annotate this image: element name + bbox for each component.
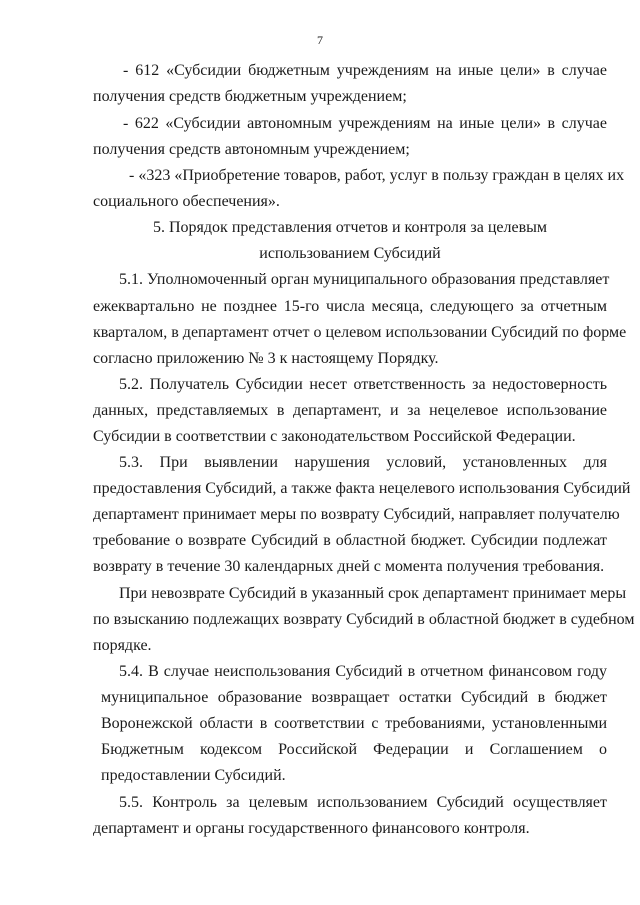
- text-line: департамент и органы государственного финансового контроля.: [93, 820, 530, 837]
- text-line: 5.1. Уполномоченный орган муниципального образования представляет: [119, 271, 610, 288]
- text-line: 5.2. Получатель Субсидии несет ответственность за недостоверность: [119, 376, 607, 393]
- text-line: - 612 «Субсидии бюджетным учреждениям на иные цели» в случае: [123, 62, 607, 79]
- text-line: При невозврате Субсидий в указанный срок департамент принимает меры: [119, 585, 627, 602]
- text-line: получения средств автономным учреждением;: [93, 141, 410, 158]
- section-heading-line: 5. Порядок представления отчетов и контроля за целевым: [153, 219, 547, 236]
- text-line: - 622 «Субсидии автономным учреждениям на иные цели» в случае: [123, 115, 607, 132]
- text-line: ежеквартально не позднее 15-го числа месяца, следующего за отчетным: [93, 298, 607, 315]
- section-heading-line: использованием Субсидий: [259, 245, 441, 262]
- text-line: Бюджетным кодексом Российской Федерации и Соглашением о: [101, 741, 607, 758]
- text-line: Воронежской области в соответствии с требованиями, установленными: [101, 715, 607, 732]
- text-line: 5.4. В случае неиспользования Субсидий в отчетном финансовом году: [119, 663, 607, 680]
- text-line: согласно приложению № 3 к настоящему Порядку.: [93, 350, 439, 367]
- text-line: Субсидии в соответствии с законодательством Российской Федерации.: [93, 428, 576, 445]
- text-line: 5.5. Контроль за целевым использованием Субсидий осуществляет: [119, 794, 607, 811]
- text-line: 5.3. При выявлении нарушения условий, установленных для: [119, 454, 607, 471]
- text-line: предоставления Субсидий, а также факта нецелевого использования Субсидий: [93, 480, 631, 497]
- text-line: возврату в течение 30 календарных дней с момента получения требования.: [93, 558, 605, 575]
- text-line: социального обеспечения».: [93, 193, 280, 210]
- text-line: муниципальное образование возвращает остатки Субсидий в бюджет: [101, 689, 607, 706]
- text-line: департамент принимает меры по возврату Субсидий, направляет получателю: [93, 506, 620, 523]
- text-line: порядке.: [93, 637, 152, 654]
- text-line: кварталом, в департамент отчет о целевом использовании Субсидий по форме: [93, 324, 627, 341]
- text-line: получения средств бюджетным учреждением;: [93, 88, 407, 105]
- text-line: данных, представляемых в департамент, и за нецелевое использование: [93, 402, 607, 419]
- text-line: требование о возврате Субсидий в областной бюджет. Субсидии подлежат: [93, 532, 607, 549]
- text-line: по взысканию подлежащих возврату Субсидий в областной бюджет в судебном: [93, 611, 635, 628]
- text-line: предоставлении Субсидий.: [101, 767, 286, 784]
- text-line: - «323 «Приобретение товаров, работ, услуг в пользу граждан в целях их: [129, 167, 625, 184]
- page-number: 7: [317, 33, 323, 47]
